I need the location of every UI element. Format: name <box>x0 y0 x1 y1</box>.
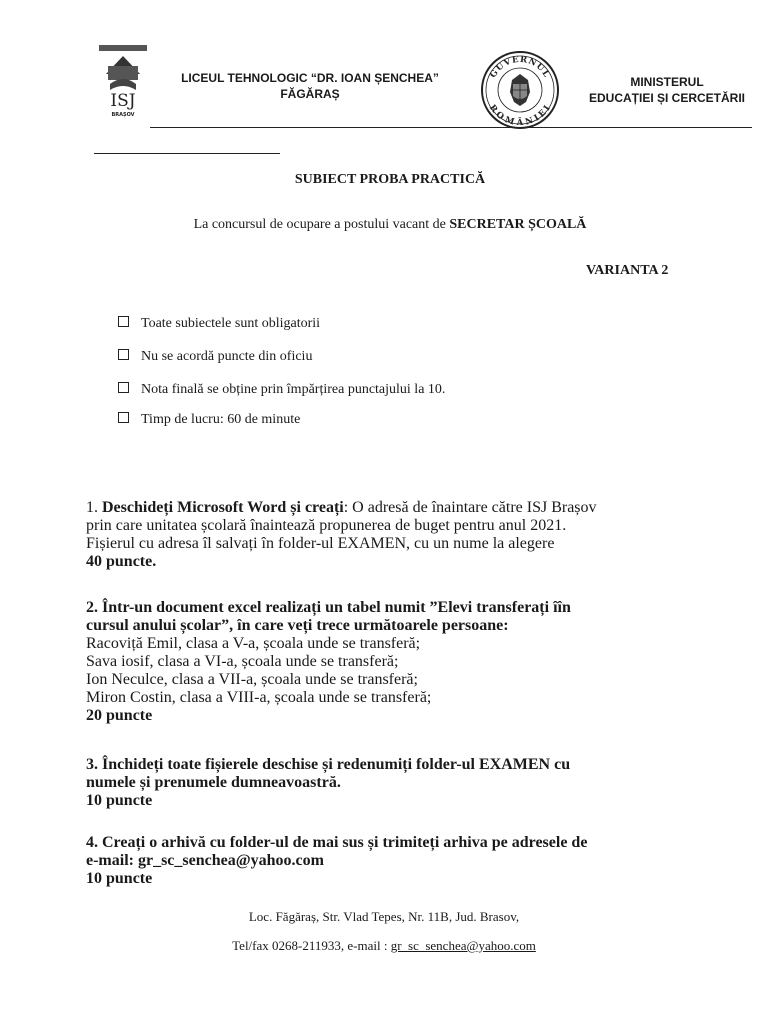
rule-text: Nu se acordă puncte din oficiu <box>141 349 313 364</box>
school-name-line1: LICEUL TEHNOLOGIC “DR. IOAN ȘENCHEA” <box>181 71 439 85</box>
isj-logo <box>98 44 148 120</box>
rule-text: Timp de lucru: 60 de minute <box>141 412 301 427</box>
checkbox-icon <box>118 412 129 423</box>
footer-address: Loc. Făgăraș, Str. Vlad Tepes, Nr. 11B, Jud. Brasov, <box>248 909 520 924</box>
svg-text:ROMÂNIEI: ROMÂNIEI <box>486 103 554 129</box>
q2-person: Miron Costin, clasa a VIII-a, școala unde se transferă; <box>86 689 432 706</box>
checkbox-icon <box>118 382 129 393</box>
rule-item <box>118 316 320 332</box>
footer-email-link[interactable]: gr_sc_senchea@yahoo.com <box>390 938 536 953</box>
government-seal <box>480 50 560 130</box>
q3-line1: 3. Închideți toate fișierele deschise și redenumiți folder-ul EXAMEN cu <box>86 756 571 773</box>
rule-text: Nota finală se obține prin împărțirea punctajului la 10. <box>141 382 446 397</box>
signature-line <box>94 153 280 154</box>
svg-text:GUVERNUL: GUVERNUL <box>488 54 552 80</box>
rule-item <box>118 412 300 428</box>
footer-contact <box>0 938 768 954</box>
ministry-name <box>572 74 762 106</box>
q3-points: 10 puncte <box>86 792 153 809</box>
rule-item <box>118 382 445 398</box>
checkbox-icon <box>118 349 129 360</box>
school-name-line2: FĂGĂRAȘ <box>280 87 340 101</box>
q2-person: Ion Neculce, clasa a VII-a, școala unde se transferă; <box>86 671 418 688</box>
svg-text:ISJ: ISJ <box>110 91 136 111</box>
subtitle-prefix: La concursul de ocupare a postului vacant de <box>193 217 450 232</box>
ministry-name-line2: EDUCAȚIEI ȘI CERCETĂRII <box>588 91 745 105</box>
document-title: SUBIECT PROBA PRACTICĂ <box>294 172 486 187</box>
q3-line2: numele și prenumele dumneavoastră. <box>86 774 341 791</box>
question-4 <box>86 834 686 888</box>
q4-line2: e-mail: gr_sc_senchea@yahoo.com <box>86 852 324 869</box>
question-3 <box>86 756 686 810</box>
document-subtitle <box>0 217 768 233</box>
checkbox-icon <box>118 316 129 327</box>
ministry-name-line1: MINISTERUL <box>630 75 704 89</box>
question-1 <box>86 499 686 571</box>
q4-points: 10 puncte <box>86 870 153 887</box>
school-name <box>160 70 460 102</box>
variant-label: VARIANTA 2 <box>586 263 669 278</box>
q1-line3: Fișierul cu adresa îl salvați în folder-ul EXAMEN, cu un nume la alegere <box>86 535 555 552</box>
subtitle-post: SECRETAR ȘCOALĂ <box>449 217 587 232</box>
header-divider <box>150 127 752 128</box>
q2-person: Sava iosif, clasa a VI-a, școala unde se transferă; <box>86 653 399 670</box>
q2-points: 20 puncte <box>86 707 153 724</box>
footer-phone: Tel/fax 0268-211933, e-mail : <box>232 938 391 953</box>
q2-line1: 2. Într-un document excel realizați un tabel numit ”Elevi transferați îîn <box>86 599 571 616</box>
q1-line2: prin care unitatea școlară înaintează propunerea de buget pentru anul 2021. <box>86 517 567 534</box>
rule-text: Toate subiectele sunt obligatorii <box>141 316 321 331</box>
q2-line2: cursul anului școlar”, în care veți trece următoarele persoane: <box>86 617 509 634</box>
q2-person: Racoviță Emil, clasa a V-a, școala unde se transferă; <box>86 635 421 652</box>
question-2 <box>86 599 686 725</box>
q4-line1: 4. Creați o arhivă cu folder-ul de mai sus și trimiteți arhiva pe adresele de <box>86 834 588 851</box>
rule-item <box>118 349 312 365</box>
q1-points: 40 puncte. <box>86 553 157 570</box>
q1-line1: 1. Deschideți Microsoft Word și creați: O adresă de înaintare către ISJ Brașov <box>86 499 597 516</box>
svg-text:BRAȘOV: BRAȘOV <box>111 112 135 118</box>
